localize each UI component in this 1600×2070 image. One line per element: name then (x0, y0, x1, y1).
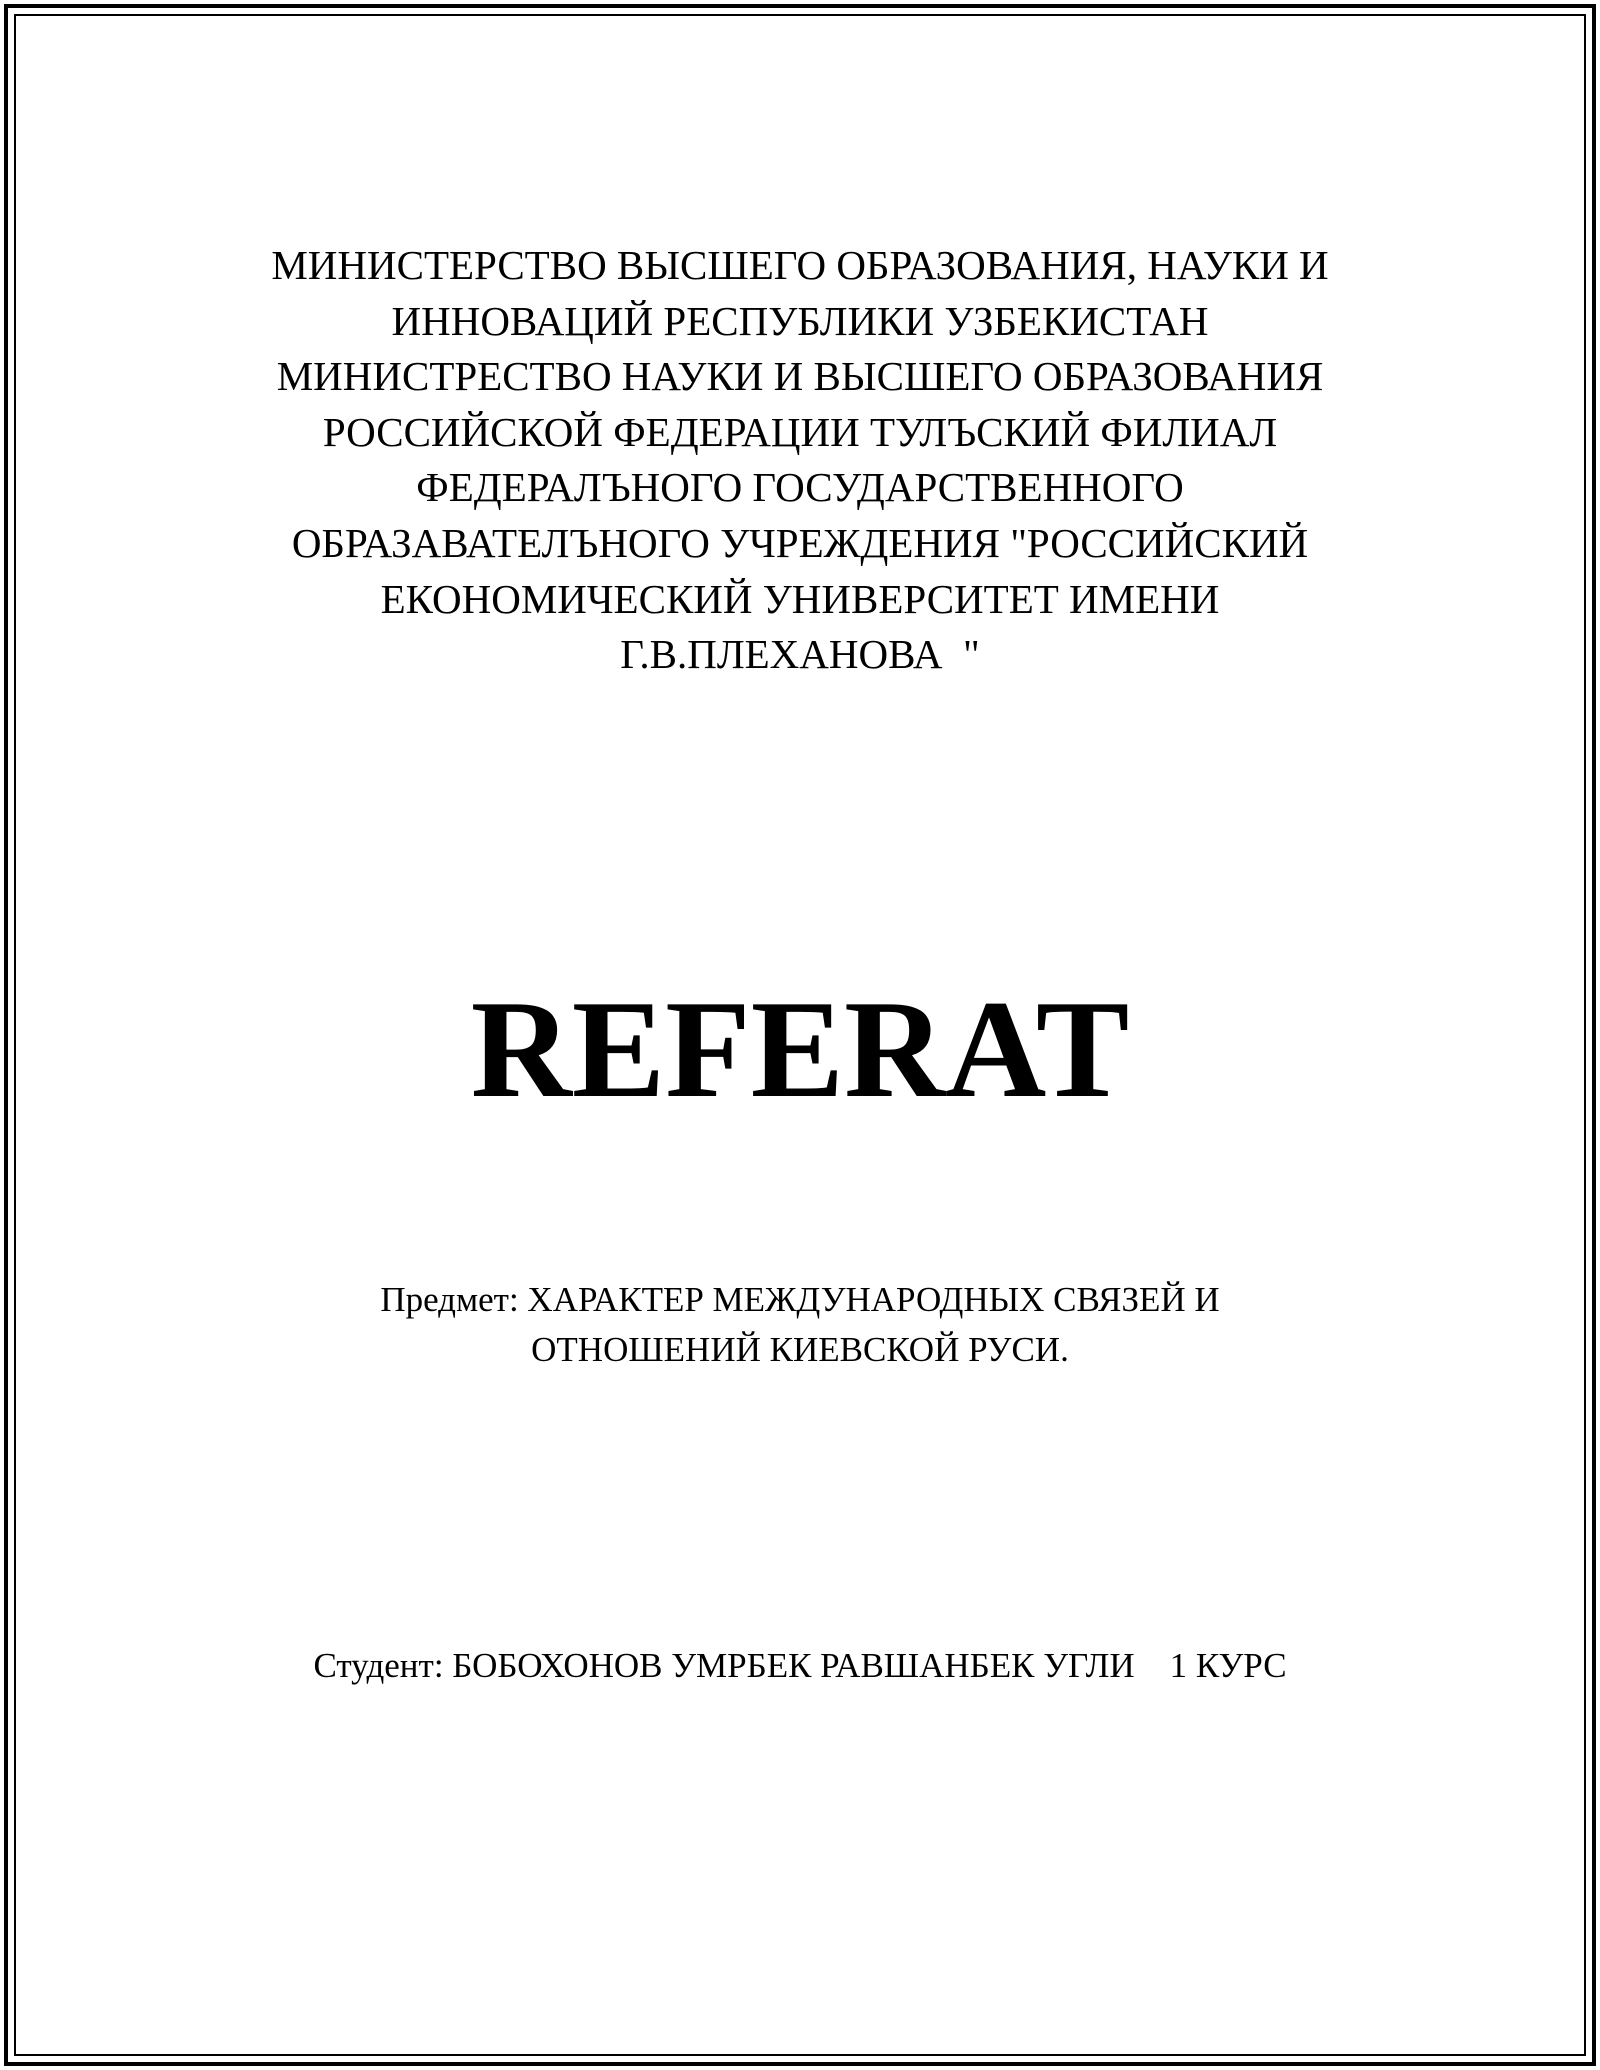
header-line: ЕКОНОМИЧЕСКИЙ УНИВЕРСИТЕТ ИМЕНИ (380, 575, 1220, 622)
header-line: Г.В.ПЛЕХАНОВА " (620, 631, 980, 678)
header-line: ОБРАЗАВАТЕЛЪНОГО УЧРЕЖДЕНИЯ "РОССИЙСКИЙ (291, 519, 1309, 566)
header-line: МИНИСТРЕСТВО НАУКИ И ВЫСШЕГО ОБРАЗОВАНИЯ (276, 353, 1324, 400)
header-line: ИННОВАЦИЙ РЕСПУБЛИКИ УЗБЕКИСТАН (391, 297, 1209, 344)
institution-header (220, 238, 1380, 683)
subject-line: ОТНОШЕНИЙ КИЕВСКОЙ РУСИ. (531, 1330, 1069, 1369)
document-title: REFERAT (470, 972, 1130, 1127)
subject-line: Предмет: ХАРАКТЕР МЕЖДУНАРОДНЫХ СВЯЗЕЙ И (380, 1280, 1220, 1319)
student-info: Студент: БОБОХОНОВ УМРБЕК РАВШАНБЕК УГЛИ 1 КУРС (313, 1646, 1287, 1685)
header-line: ФЕДЕРАЛЪНОГО ГОСУДАРСТВЕННОГО (416, 464, 1184, 511)
header-line: РОССИЙСКОЙ ФЕДЕРАЦИИ ТУЛЪСКИЙ ФИЛИАЛ (322, 408, 1278, 455)
header-line: МИНИСТЕРСТВО ВЫСШЕГО ОБРАЗОВАНИЯ, НАУКИ И (271, 242, 1329, 288)
subject-block (250, 1275, 1350, 1375)
